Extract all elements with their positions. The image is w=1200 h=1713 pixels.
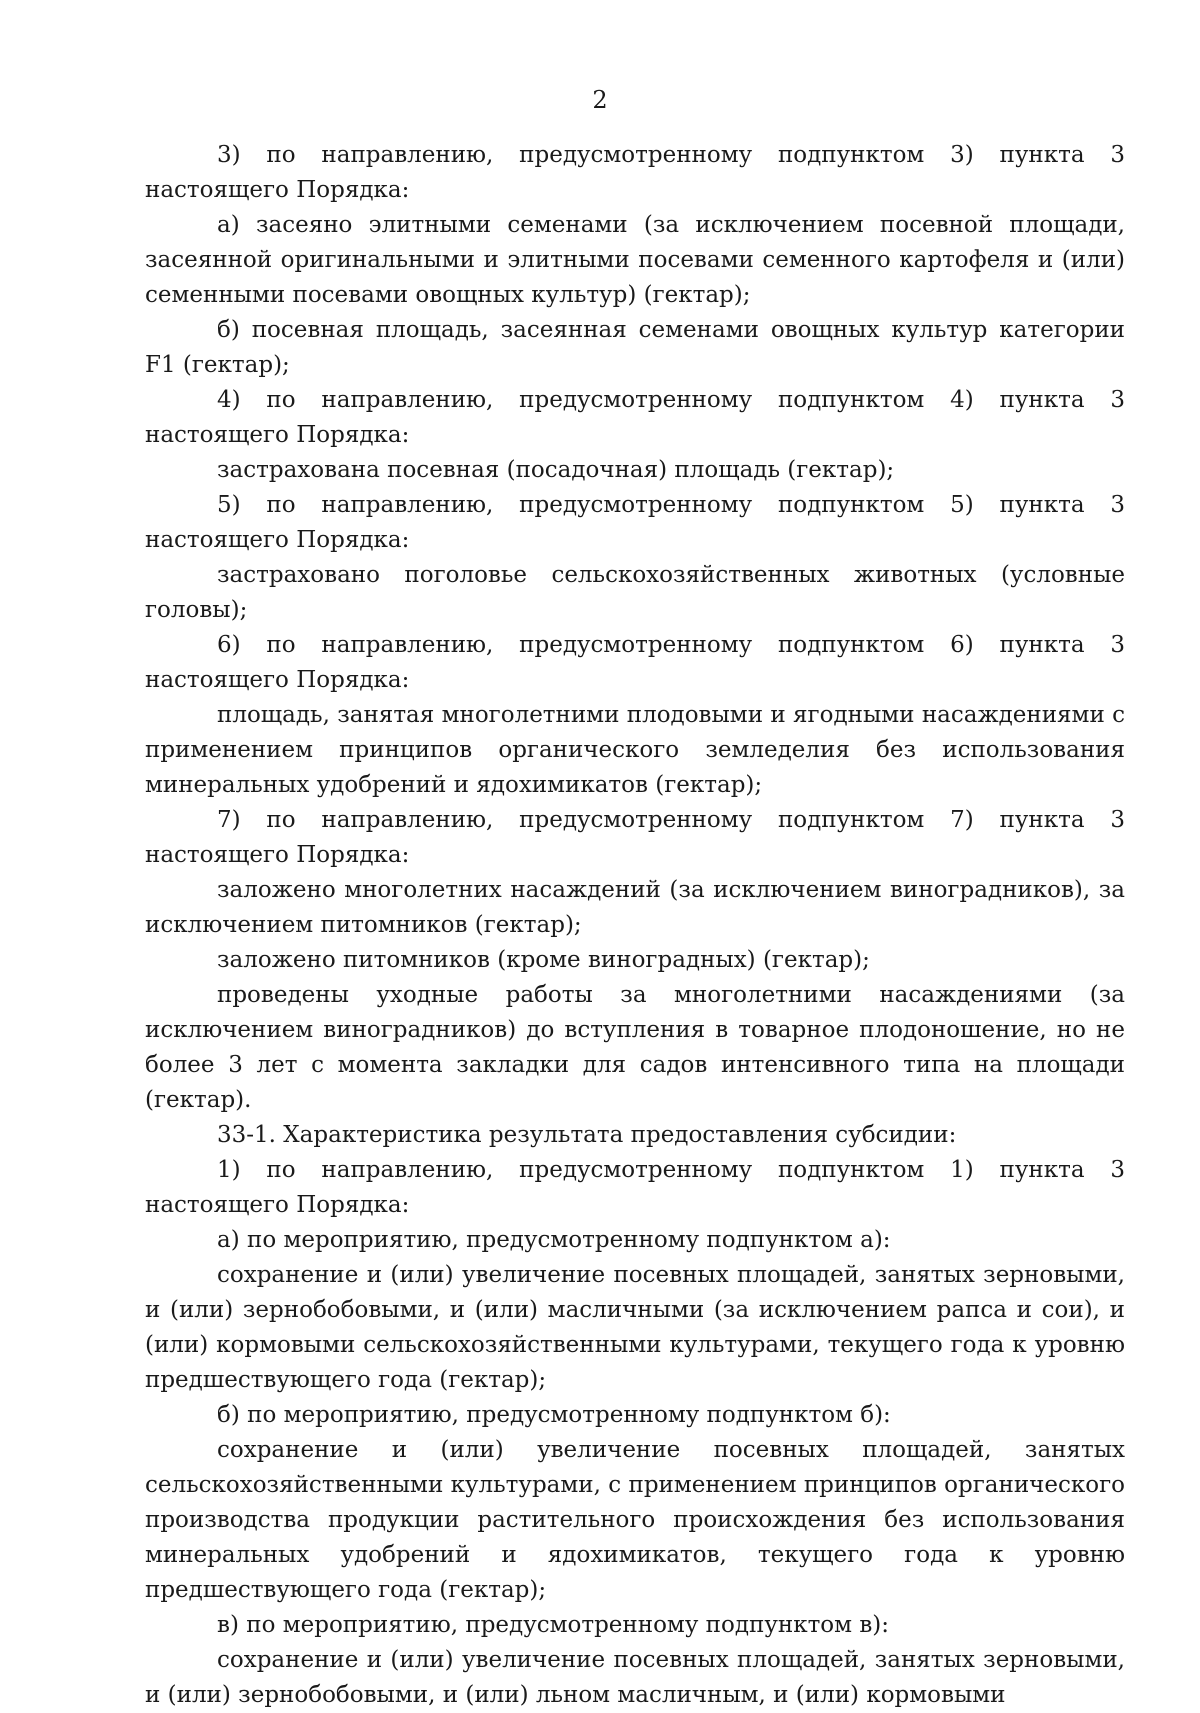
paragraph: застрахована посевная (посадочная) площадь (гектар); [217, 457, 895, 483]
paragraph: 3) по направлению, предусмотренному подпунктом 3) пункта 3 настоящего Порядка: [145, 142, 1125, 203]
paragraph: сохранение и (или) увеличение посевных площадей, занятых зерновыми, и (или) зернобобовыми, и (или) масличными (за исключением рапса и сои), и (или) кормовыми сельскохозяйственными культурами, текущего года к уровню предшествующего года (гектар); [145, 1262, 1125, 1393]
paragraph: заложено питомников (кроме виноградных) (гектар); [217, 947, 870, 973]
paragraph: а) засеяно элитными семенами (за исключением посевной площади, засеянной оригинальными и элитными посевами семенного картофеля и (или) семенными посевами овощных культур) (гектар); [145, 212, 1125, 308]
paragraph: 7) по направлению, предусмотренному подпунктом 7) пункта 3 настоящего Порядка: [145, 807, 1125, 868]
paragraph: застраховано поголовье сельскохозяйственных животных (условные головы); [145, 562, 1125, 623]
paragraph: сохранение и (или) увеличение посевных площадей, занятых зерновыми, и (или) зернобобовыми, и (или) льном масличным, и (или) кормовыми [145, 1647, 1125, 1708]
paragraph: б) посевная площадь, засеянная семенами овощных культур категории F1 (гектар); [145, 317, 1125, 378]
paragraph: площадь, занятая многолетними плодовыми и ягодными насаждениями с применением принципов органического земледелия без использования минеральных удобрений и ядохимикатов (гектар); [145, 702, 1125, 798]
paragraph: б) по мероприятию, предусмотренному подпунктом б): [217, 1402, 891, 1428]
paragraph: сохранение и (или) увеличение посевных площадей, занятых сельскохозяйственными культурами, с применением принципов органического производства продукции растительного происхождения без использования минеральных удобрений и ядохимикатов, текущего года к уровню предшествующего года (гектар); [145, 1437, 1125, 1603]
paragraph: а) по мероприятию, предусмотренному подпунктом а): [217, 1227, 891, 1253]
paragraph: в) по мероприятию, предусмотренному подпунктом в): [217, 1612, 890, 1638]
paragraph: 6) по направлению, предусмотренному подпунктом 6) пункта 3 настоящего Порядка: [145, 632, 1125, 693]
paragraph: 1) по направлению, предусмотренному подпунктом 1) пункта 3 настоящего Порядка: [145, 1157, 1125, 1218]
paragraph: 33-1. Характеристика результата предоставления субсидии: [217, 1122, 957, 1148]
paragraph: заложено многолетних насаждений (за исключением виноградников), за исключением питомников (гектар); [145, 877, 1125, 938]
paragraph: 5) по направлению, предусмотренному подпунктом 5) пункта 3 настоящего Порядка: [145, 492, 1125, 553]
document-body [145, 138, 1125, 1713]
page-number: 2 [592, 86, 608, 114]
paragraph: 4) по направлению, предусмотренному подпунктом 4) пункта 3 настоящего Порядка: [145, 387, 1125, 448]
paragraph: проведены уходные работы за многолетними насаждениями (за исключением виноградников) до вступления в товарное плодоношение, но не более 3 лет с момента закладки для садов интенсивного типа на площади (гектар). [145, 982, 1125, 1113]
